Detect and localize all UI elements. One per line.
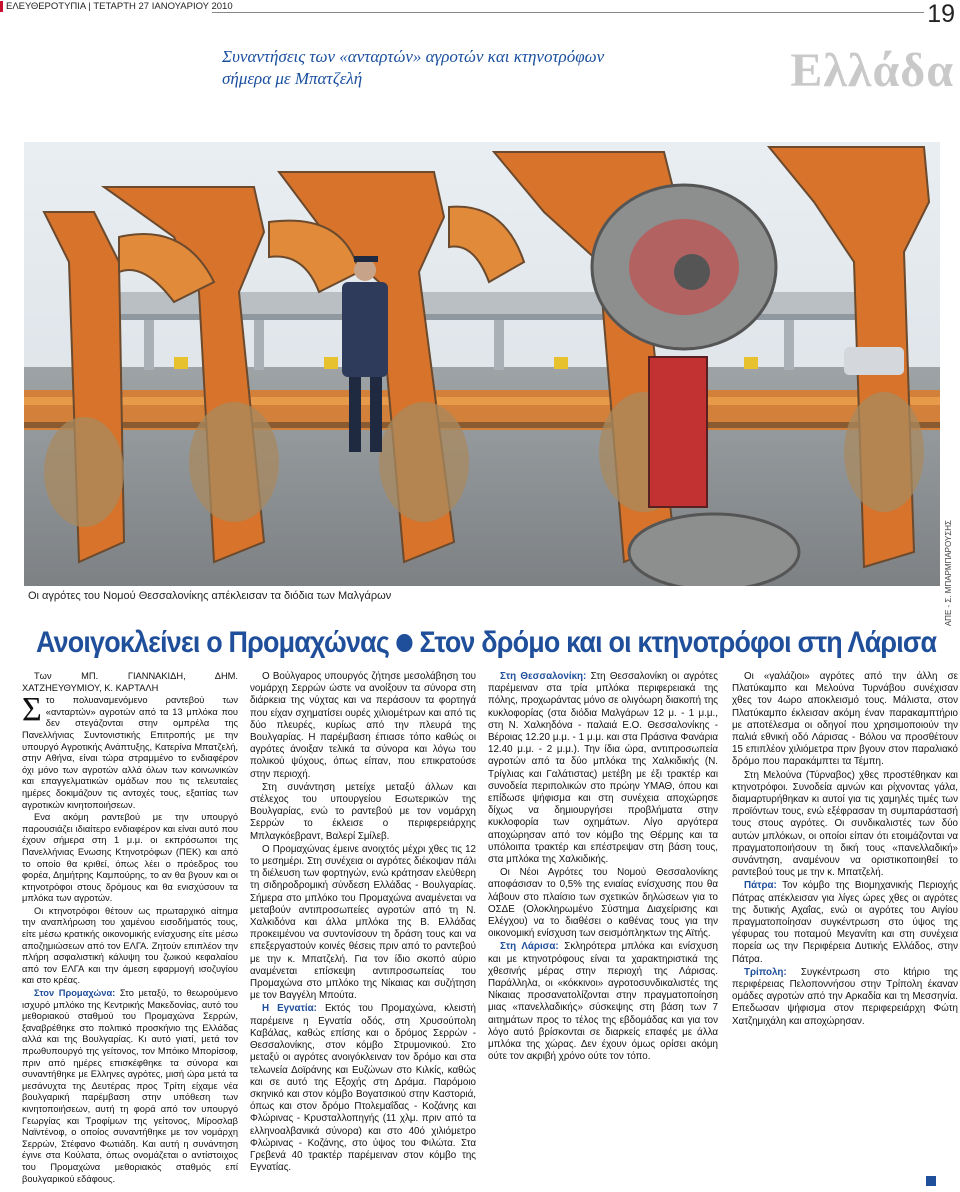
main-headline xyxy=(36,626,937,660)
photo-caption: Οι αγρότες του Νομού Θεσσαλονίκης απέκλεισαν τα διόδια των Μαλγάρων xyxy=(28,590,392,602)
page-number: 19 xyxy=(927,0,955,28)
section-title: Ελλάδα xyxy=(790,44,954,97)
byline: Των ΜΠ. ΓΙΑΝΝΑΚΙΔΗ, ΔΗΜ. ΧΑΤΖΗΕΥΘΥΜΙΟΥ, Κ. ΚΑΡΤΑΛΗ xyxy=(22,671,238,693)
photo-credit: ΑΠΕ - Σ. ΜΠΑΡΜΠΑΡΟΥΣΗΣ xyxy=(944,520,953,627)
header-rule xyxy=(212,12,924,13)
article-paragraph: Τρίπολη: Συγκέντρωση στο ktήριο της περιφέρειας Πελοποννήσου στην Τρίπολη έκαναν ομάδες αγροτών από την Αρκαδία και τη Μεσσηνία. Επεδωσαν ψήφισμα στον περιφερειάρχη Φώτη Χατζημιχάλη και αποχώρησαν. xyxy=(732,966,958,1027)
article-paragraph: Ο Βούλγαρος υπουργός ζήτησε μεσολάβηση του νομάρχη Σερρών ώστε να ανοίξουν τα σύνορα στη διάρκεια της νύχτας και να περάσουν τα φορτηγά που είχαν σχηματίσει ουρές χιλιομέτρων και από τις δύο πλευρές, κυρίως από την πλευρά της Βουλγαρίας. Η παρέμβαση έπιασε τόπο καθώς οι αγρότες άνοιξαν τελικά τα σύνορα και λόγω του πολικού ψύχους, όπως είπαν, που επικρατούσε στην περιοχή. xyxy=(250,671,476,780)
article-paragraph: Οι Νέοι Αγρότες του Νομού Θεσσαλονίκης αποφάσισαν το 0,5% της ενιαίας ενίσχυσης που θα λάβουν στο πλαίσιο των σχετικών δηλώσεων για το ΟΣΔΕ (Ολοκληρωμένο Σύστημα Διαχείρισης και Ελέγχου) να το διαθέσει ο καθένας τους για την οικονομική ενίσχυση των σεισμόπληκτων της Αϊτής. xyxy=(488,867,718,940)
main-photo xyxy=(24,142,940,586)
photo-illustration xyxy=(24,142,940,586)
article-paragraph: Στη Μελούνα (Τύρναβος) χθες προστέθηκαν και κτηνοτρόφοι. Συνοδεία αμνών και ρίχνοντας γάλα, διαμαρτυρήθηκαν κι αυτοί για τις χαμηλές τιμές των προϊόντων τους, ενώ εξέφρασαν τη συμπαράστασή τους στους αγρότες. Οι συνδικαλιστές των δύο αυτών μπλόκων, οι οποίοι είπαν ότι ετοιμάζονται να πραγματοποιήσουν τη δική τους «πανελλαδική» συνάντηση, αναμένουν να οριστικοποιηθεί το ραντεβού τους με την κ. Μπατζελή. xyxy=(732,769,958,879)
subhead-larisa: Στη Λάρισα: xyxy=(500,941,559,953)
headline-part-2: Στον δρόμο και οι κτηνοτρόφοι στη Λάρισα xyxy=(419,626,937,659)
article-paragraph: Στη συνάντηση μετείχε μεταξύ άλλων και στέλεχος του υπουργείου Εσωτερικών της Βουλγαρίας, ενώ το ραντεβού με τον νομάρχη Σερρών το έκλεισε ο περιφερειάρχης Μπλαγκόεβραντ, Βαλερί Σμίλεβ. xyxy=(250,781,476,842)
article-paragraph: Πάτρα: Τον κόμβο της Βιομηχανικής Περιοχής Πάτρας απέκλεισαν για λίγες ώρες χθες οι αγρότες της δυτικής Αχαΐας, ενώ οι αγρότες του Αιγίου πραγματοποίησαν συγκέντρωση στο ύψος της γέφυρας του ποταμού Μεγανίτη και στη συνέχεια πορεία ως την Περιφέρεια Δυτικής Ελλάδος, στην Πάτρα. xyxy=(732,880,958,965)
subhead-thessaloniki: Στη Θεσσαλονίκη: xyxy=(500,671,587,682)
bullet-dot-icon xyxy=(396,634,412,652)
article-paragraph: Οι «γαλάζιοι» αγρότες από την άλλη σε Πλατύκαμπο και Μελούνα Τυρνάβου συνέχισαν χθες τον 4ωρο αποκλεισμό τους. Μάλιστα, στον Πλατύκαμπο έκλεισαν ακόμη έναν παρακαμπτήριο με αποτέλεσμα οι οδηγοί που χρησιμοποιούν την παλιά εθνική οδό Λάρισας - Βόλου να προσθέτουν 15 επιπλέον χιλιόμετρα πριν βγουν στον παραλιακό δρόμο που παρακάμπτει τα Τέμπη. xyxy=(732,671,958,768)
subhead-egnatia: Η Εγνατία: xyxy=(262,1003,317,1015)
subhead-promachonas: Στον Προμαχώνα: xyxy=(34,988,116,999)
article-paragraph: Στο πολυαναμενόμενο ραντεβού των «ανταρτών» αγροτών από τα 13 μπλόκα που δεν στεγάζονται στην ομπρέλα της Πανελλήνιας Συντονιστικής Επιτροπής με την υπουργό Αγροτικής Ανάπτυξης, Κατερίνα Μπατζελή, στην Αθήνα, είναι τώρα στραμμένο το ενδιαφέρον όχι μόνο των αγροτών αλλά όλων των κοινωνικών και επαγγελματικών ομάδων που τις τελευταίες ημέρες δοκιμάζουν τις αντοχές τους, εξαιτίας των αγροτικών κινητοποιήσεων. xyxy=(22,691,238,810)
subhead-patra: Πάτρα: xyxy=(744,880,777,892)
article-column-1 xyxy=(22,671,238,1186)
article-column-2 xyxy=(250,671,476,1175)
header-accent-bar xyxy=(0,1,3,12)
drop-cap: Σ xyxy=(22,691,42,729)
article-paragraph: Στη Λάρισα: Σκληρότερα μπλόκα και ενίσχυση και με κτηνοτρόφους είναι τα χαρακτηριστικά της χθεσινής μέρας στην περιοχή της Λάρισας. Παράλληλα, οι «κόκκινοι» αγροτοσυνδικαλιστές της Νίκαιας προσανατολίζονται στην πραγματοποίηση μιας «πανελλαδικής» σύσκεψης στη βάση των 7 αιτημάτων προς το τέλος της εβδομάδας και για τον λόγο αυτό βρίσκονται σε διαρκείς επαφές με άλλα μπλόκα της χώρας. Δεν έχουν όμως ορίσει ακόμη ούτε τον ακριβή χρόνο ούτε τον τόπο. xyxy=(488,941,718,1063)
article-paragraph: Στη Θεσσαλονίκη: Στη Θεσσαλονίκη οι αγρότες παρέμειναν στα τρία μπλόκα περιφερειακά της πόλης, προχωράντας μόνο σε ολιγόωρη διακοπή της κυκλοφορίας (στα διόδια Μαλγάρων 12 μ. - 1 μ.μ., στη Ν. Χαλκηδόνα - παλαιά Ε.Ο. Θεσσαλονίκης - Βέροιας 12.20 μ.μ. - 1 μ.μ. και στα Πράσινα Φανάρια 12.40 μ.μ. - 2 μ.μ.). Την ίδια ώρα, αντιπροσωπεία αγροτών από τα δύο μπλόκα της Χαλκιδικής (Ν. Τρίγλιας και Γαλάτιστας) μετέβη με έξι τρακτέρ και συνοδεία περιπολικών στο πρώην ΥΜΑΘ, όπου και επίδωσε ψήφισμα και στη συνέχεια αποχώρησε δίχως να δημιουργήσει προβλήματα στην κυκλοφορία των οχημάτων. Λίγο αργότερα αποχώρησαν από τον κόμβο της Θέρμης και τα υπόλοιπα τρακτέρ και επέστρεψαν στη βάση τους, στα μπλόκα της Χαλκιδικής. xyxy=(488,671,719,866)
issue-date: ΤΕΤΑΡΤΗ 27 ΙΑΝΟΥΑΡΙΟΥ 2010 xyxy=(93,1,233,12)
article-column-3 xyxy=(488,671,718,1065)
header-masthead: ΕΛΕΥΘΕΡΟΤΥΠΙΑ | ΤΕΤΑΡΤΗ 27 ΙΑΝΟΥΑΡΙΟΥ 2010 xyxy=(6,1,233,12)
article-end-mark xyxy=(926,1176,936,1186)
article-column-4 xyxy=(732,671,958,1029)
page-header xyxy=(0,0,960,14)
kicker-headline: Συναντήσεις των «ανταρτών» αγροτών και κτηνοτρόφων σήμερα με Μπατζελή xyxy=(222,47,605,88)
article-paragraph: Ενα ακόμη ραντεβού με την υπουργό παρουσιάζει ιδιαίτερο ενδιαφέρον και είναι αυτό που έχουν σήμερα στη 1 μ.μ. οι εκπρόσωποι της Πανελλήνιας Ενωσης Κτηνοτρόφων (ΠΕΚ) και από το οποίο θα κριθεί, όπως λέει ο πρόεδρος του φορέα, Δημήτρης Καμπούρης, το αν θα βγουν και οι κτηνοτρόφοι στους δρόμους και θα ενισχύσουν τα μπλόκα των αγροτών. xyxy=(22,812,238,904)
article-paragraph: Οι κτηνοτρόφοι θέτουν ως πρωταρχικό αίτημα την αναπλήρωση του χαμένου εισοδήματός τους, είτε μέσω κρατικής οικονομικής ενίσχυσης είτε μέσω αποζημιώσεων από τον ΕΛΓΑ. Ζητούν επιπλέον την πλήρη ασφαλιστική κάλυψη του ζωικού κεφαλαίου από τον ΕΛΓΑ και την άμεση εφαρμογή ισοζυγίου και στο κρέας. xyxy=(22,905,238,986)
subhead-tripoli: Τρίπολη: xyxy=(744,966,787,978)
article-paragraph: Στον Προμαχώνα: Στο μεταξύ, το θεωρούμενο ισχυρό μπλόκο της Κεντρικής Μακεδονίας, αυτό του μεθοριακού σταθμού του Προμαχώνα Σερρών, ξαναβρέθηκε στο πολιτικό προσκήνιο της Ελλάδας αλλά και της Βουλγαρίας. Κι αυτό γιατί, μετά τον πρωθυπουργό της γείτονος, τον Μπόικο Μπορίσοφ, πριν από ημέρες επισκέφθηκε τα σύνορα και συναντήθηκε με Ελληνες αγρότες, μισή ώρα μετά τα μεσάνυχτα της Δευτέρας προς Τρίτη είχαμε νέα βουλγαρική παρέμβαση στην υπόθεση των κινητοποιήσεων, αυτή τη φορά από τον υπουργό Γεωργίας και Τροφίμων της γείτονος, Μίροσλαβ Ναϊντένοφ, ο οποίος συναντήθηκε με τον νομάρχη Σερρών, Στέφανο Φωτιάδη. Και αυτή η συνάντηση έγινε στα Κούλατα, όπως ονομάζεται ο αντίστοιχος του Προμαχώνα μεθοριακός σταθμός επί βουλγαρικού εδάφους. xyxy=(22,988,238,1184)
article-paragraph: Η Εγνατία: Εκτός του Προμαχώνα, κλειστή παρέμεινε η Εγνατία οδός, στη Χρυσούπολη Καβάλας, καθώς επίσης και ο δρόμος Σερρών - Θεσσαλονίκης, στον κόμβο Στρυμονικού. Στο μεταξύ οι αγρότες ανοιγόκλειναν τον δρόμο και στα τελωνεία Δοϊράνης και Ευζώνων στο Κιλκίς, καθώς και σε αυτό της Εξοχής στη Δράμα. Παρόμοιο σκηνικό και στον κόμβο Βογατσικού στην Καστοριά, όπως και στον δρόμο Πτολεμαΐδας - Κοζάνης και Φλώρινας - Κρυσταλλοπηγής (11 χλμ. πριν από τα ελληνοαλβανικά σύνορα) και στο 40ό χιλιόμετρο Φλώρινας - Κοζάνης, στο ύψος του Φιλώτα. Στα Γρεβενά 40 τρακτέρ παρέμειναν στον κόμβο της Εγνατίας. xyxy=(250,1003,476,1174)
newspaper-name: ΕΛΕΥΘΕΡΟΤΥΠΙΑ xyxy=(6,1,86,12)
article-paragraph: Ο Προμαχώνας έμεινε ανοιχτός μέχρι χθες τις 12 το μεσημέρι. Στη συνέχεια οι αγρότες διέκοψαν πάλι τη διέλευση των φορτηγών, ενώ κράτησαν ελεύθερη τη σιδηροδρομική σύνδεση Ελλάδας - Βουλγαρίας. Σήμερα στο μπλόκο του Προμαχώνα αναμένεται να μεταβούν αντιπροσωπείες αγροτών από τη Ν. Χαλκιδόνα και άλλα μπλόκα της Β. Ελλάδας προκειμένου να συντονίσουν τη δράση τους και να επεξεργαστούν κοινές θέσεις πριν από το ραντεβού με την κ. Μπατζελή. Για τον ίδιο σκοπό αύριο αναμένεται επίσκεψη αντιπροσωπείας του Προμαχώνα στο μπλόκο της Νίκαιας και συζήτηση με τον Βαγγέλη Μπούτα. xyxy=(250,843,476,1002)
headline-part-1: Ανοιγοκλείνει ο Προμαχώνας xyxy=(36,626,390,659)
